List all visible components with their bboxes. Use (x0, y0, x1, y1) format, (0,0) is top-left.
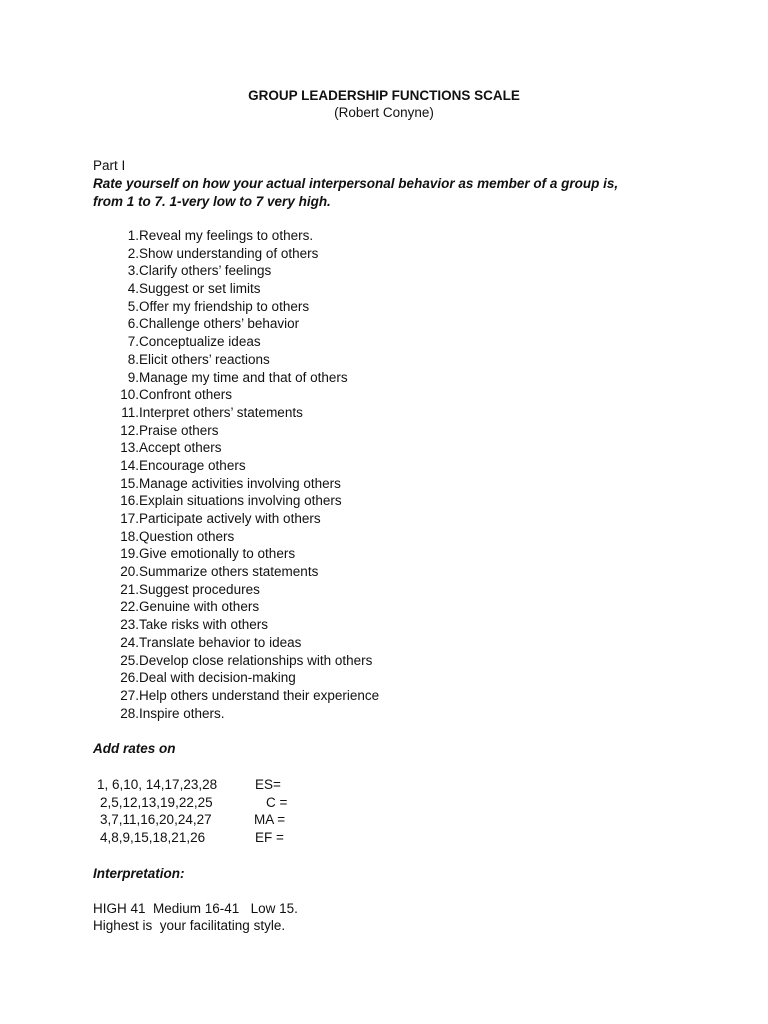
item-number: 3. (127, 263, 139, 279)
item-number: 18. (120, 528, 139, 544)
item-text: Interpret others’ statements (139, 404, 303, 420)
item-number: 15. (120, 475, 139, 491)
item-number: 8. (127, 351, 139, 367)
items-list (93, 227, 380, 722)
list-item (93, 457, 246, 475)
item-text: Show understanding of others (139, 245, 319, 261)
item-text: Elicit others’ reactions (139, 351, 270, 367)
list-item (93, 262, 272, 280)
list-item (93, 492, 342, 510)
item-number: 10. (120, 387, 139, 403)
scoring-heading: Add rates on (93, 741, 176, 756)
item-text: Translate behavior to ideas (139, 634, 302, 650)
item-number: 26. (120, 670, 139, 686)
item-number: 14. (120, 457, 139, 473)
item-number: 13. (120, 440, 139, 456)
list-item (93, 298, 310, 316)
item-number: 17. (120, 511, 139, 526)
item-text: Challenge others’ behavior (139, 316, 300, 332)
list-item (93, 369, 348, 387)
item-number: 28. (120, 705, 139, 721)
part-label: Part I (93, 158, 126, 173)
item-text: Question others (139, 528, 235, 544)
item-number: 19. (120, 546, 139, 562)
list-item (93, 245, 319, 263)
item-number: 25. (120, 652, 139, 668)
document-title: GROUP LEADERSHIP FUNCTIONS SCALE (248, 88, 520, 103)
scoring-code: C = (266, 794, 288, 810)
item-number: 11. (121, 404, 139, 420)
item-text: Take risks with others (139, 617, 269, 633)
document-author: (Robert Conyne) (334, 105, 434, 120)
item-text: Genuine with others (139, 599, 260, 615)
item-number: 16. (120, 493, 139, 509)
item-text: Suggest procedures (139, 581, 260, 597)
list-item (93, 545, 296, 563)
item-text: Accept others (139, 440, 222, 456)
item-number: 20. (120, 564, 139, 580)
item-number: 24. (120, 634, 139, 650)
item-text: Confront others (139, 387, 233, 403)
list-item (93, 705, 225, 723)
item-text: Manage activities involving others (139, 475, 341, 491)
list-item (93, 528, 235, 546)
item-number: 9. (127, 369, 139, 385)
item-text: Clarify others’ feelings (139, 263, 272, 279)
interpretation-note: Highest is your facilitating style. (93, 918, 286, 933)
interpretation-heading: Interpretation: (93, 866, 185, 881)
list-item (93, 439, 222, 457)
instructions-line-1: Rate yourself on how your actual interpersonal behavior as member of a group is, (93, 176, 619, 191)
item-text: Reveal my feelings to others. (139, 228, 314, 243)
item-text: Manage my time and that of others (139, 369, 348, 385)
list-item (93, 652, 373, 670)
list-item (93, 581, 260, 599)
scoring-code: MA = (254, 812, 286, 827)
item-text: Praise others (139, 422, 219, 438)
item-text: Participate actively with others (139, 511, 321, 526)
scoring-items: 3,7,11,16,20,24,27 (100, 812, 212, 827)
item-text: Deal with decision-making (139, 670, 296, 686)
item-number: 4. (127, 281, 139, 297)
item-text: Suggest or set limits (139, 281, 261, 297)
item-text: Help others understand their experience (139, 687, 380, 703)
item-number: 1. (127, 228, 139, 243)
list-item (93, 404, 303, 422)
list-item (93, 351, 270, 369)
item-text: Conceptualize ideas (139, 334, 261, 350)
item-number: 12. (120, 422, 139, 438)
item-text: Give emotionally to others (139, 546, 296, 562)
scoring-code: EF = (255, 829, 284, 845)
list-item (93, 634, 302, 652)
list-item (93, 616, 269, 634)
item-number: 7. (127, 334, 139, 350)
list-item (93, 386, 233, 404)
scoring-items: 2,5,12,13,19,22,25 (100, 794, 213, 810)
item-text: Summarize others statements (139, 564, 319, 580)
item-text: Explain situations involving others (139, 493, 342, 509)
list-item (93, 315, 300, 333)
item-text: Inspire others. (139, 705, 225, 721)
item-number: 21. (120, 581, 139, 597)
scoring-items: 1, 6,10, 14,17,23,28 (97, 777, 218, 792)
list-item (93, 475, 341, 493)
item-number: 5. (127, 298, 139, 314)
list-item (93, 563, 319, 581)
instructions-line-2: from 1 to 7. 1-very low to 7 very high. (93, 193, 331, 209)
list-item (93, 280, 261, 298)
item-number: 2. (127, 245, 139, 261)
list-item (93, 669, 296, 687)
list-item (93, 333, 261, 351)
list-item (93, 422, 219, 440)
interpretation-ranges: HIGH 41 Medium 16-41 Low 15. (93, 901, 298, 916)
item-number: 27. (120, 687, 139, 703)
list-item (93, 227, 314, 245)
list-item (93, 598, 260, 616)
scoring-code: ES= (255, 777, 281, 792)
list-item (93, 687, 380, 705)
list-item (93, 510, 321, 528)
item-text: Offer my friendship to others (139, 298, 310, 314)
item-number: 6. (127, 316, 139, 332)
item-text: Develop close relationships with others (139, 652, 373, 668)
item-number: 22. (120, 599, 139, 615)
scoring-items: 4,8,9,15,18,21,26 (100, 829, 206, 845)
item-text: Encourage others (139, 457, 246, 473)
instructions (93, 175, 693, 210)
item-number: 23. (120, 617, 139, 633)
